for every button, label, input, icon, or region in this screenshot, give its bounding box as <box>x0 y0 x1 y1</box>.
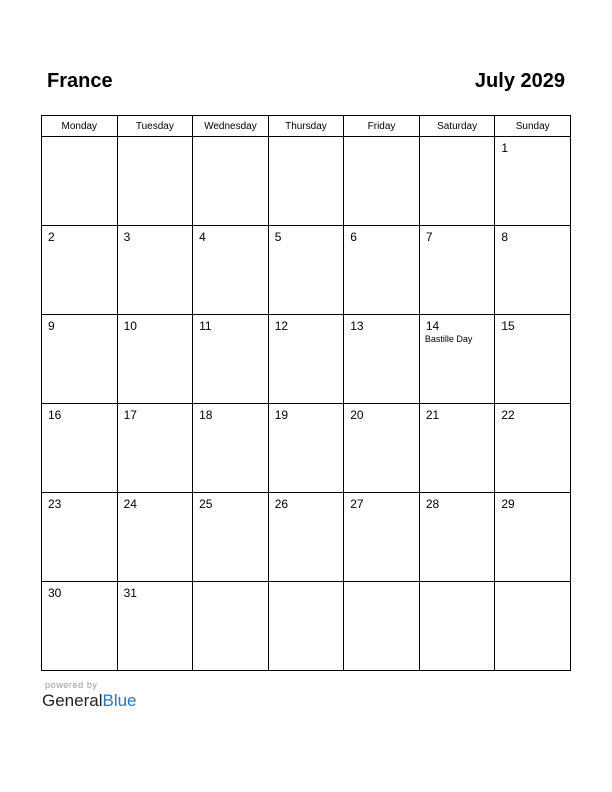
day-cell <box>419 404 495 493</box>
weekday-friday: Friday <box>344 116 420 137</box>
day-cell <box>117 315 193 404</box>
day-cell <box>344 404 420 493</box>
day-cell <box>42 226 118 315</box>
weekday-thursday: Thursday <box>268 116 344 137</box>
day-cell <box>193 315 269 404</box>
week-row <box>42 493 571 582</box>
day-cell <box>193 226 269 315</box>
weekday-header-row <box>42 116 571 137</box>
day-number: 12 <box>274 319 289 333</box>
day-cell <box>193 582 269 671</box>
day-cell <box>268 493 344 582</box>
weekday-tuesday: Tuesday <box>117 116 193 137</box>
day-cell <box>495 226 571 315</box>
day-cell <box>419 137 495 226</box>
day-number: 23 <box>48 497 62 511</box>
calendar-header <box>41 70 570 98</box>
powered-by-label: powered by <box>45 680 98 690</box>
day-cell <box>117 404 193 493</box>
day-number: 18 <box>199 408 213 422</box>
day-number: 8 <box>501 230 509 244</box>
day-cell <box>42 137 118 226</box>
day-number: 17 <box>123 408 137 422</box>
day-number: 15 <box>501 319 515 333</box>
day-number: 14 <box>425 319 440 333</box>
weekday-saturday: Saturday <box>419 116 495 137</box>
weekday-wednesday: Wednesday <box>193 116 269 137</box>
day-cell <box>42 493 118 582</box>
week-row <box>42 315 571 404</box>
country-title: France <box>47 70 113 92</box>
day-number: 26 <box>274 497 289 511</box>
day-cell <box>268 404 344 493</box>
day-cell <box>495 582 571 671</box>
day-cell <box>419 493 495 582</box>
day-cell <box>419 226 495 315</box>
day-number: 11 <box>199 319 212 333</box>
day-cell <box>419 582 495 671</box>
footer-branding <box>42 680 137 711</box>
day-number: 24 <box>123 497 137 511</box>
day-cell <box>117 137 193 226</box>
day-number: 29 <box>501 497 515 511</box>
day-cell <box>495 137 571 226</box>
day-number: 25 <box>199 497 213 511</box>
week-row <box>42 226 571 315</box>
day-cell <box>117 582 193 671</box>
day-number: 30 <box>48 586 62 600</box>
day-cell <box>495 404 571 493</box>
day-number: 19 <box>274 408 289 422</box>
day-number: 2 <box>48 230 55 244</box>
day-cell <box>268 315 344 404</box>
day-cell <box>495 493 571 582</box>
day-cell <box>193 493 269 582</box>
day-cell <box>344 137 420 226</box>
brand-blue-text: Blue <box>102 691 137 710</box>
day-number: 22 <box>501 408 515 422</box>
weekday-sunday: Sunday <box>495 116 571 137</box>
day-number: 6 <box>350 230 357 244</box>
day-cell-holiday <box>419 315 495 404</box>
day-cell <box>344 315 420 404</box>
day-cell <box>344 582 420 671</box>
day-cell <box>117 493 193 582</box>
day-cell <box>42 315 118 404</box>
day-number: 1 <box>501 141 509 155</box>
weekday-monday: Monday <box>42 116 118 137</box>
day-cell <box>344 226 420 315</box>
day-cell <box>193 404 269 493</box>
day-number: 10 <box>123 319 137 333</box>
day-number: 7 <box>425 230 433 244</box>
generalblue-logo <box>42 691 137 711</box>
holiday-label: Bastille Day <box>424 334 473 344</box>
day-number: 9 <box>48 319 55 333</box>
day-number: 5 <box>274 230 282 244</box>
week-row <box>42 137 571 226</box>
day-number: 13 <box>350 319 364 333</box>
month-title: July 2029 <box>474 70 565 92</box>
day-number: 16 <box>48 408 62 422</box>
day-cell <box>42 404 118 493</box>
week-row <box>42 404 571 493</box>
day-cell <box>268 226 344 315</box>
day-cell <box>268 582 344 671</box>
day-number: 28 <box>425 497 440 511</box>
week-row <box>42 582 571 671</box>
day-number: 21 <box>425 408 440 422</box>
day-number: 20 <box>350 408 364 422</box>
day-number: 31 <box>123 586 137 600</box>
day-cell <box>42 582 118 671</box>
day-cell <box>495 315 571 404</box>
day-number: 3 <box>123 230 131 244</box>
day-cell <box>117 226 193 315</box>
brand-general-text: General <box>42 691 103 710</box>
day-number: 27 <box>350 497 364 511</box>
day-cell <box>193 137 269 226</box>
day-number: 4 <box>199 230 206 244</box>
day-cell <box>344 493 420 582</box>
calendar-grid <box>41 115 571 671</box>
day-cell <box>268 137 344 226</box>
